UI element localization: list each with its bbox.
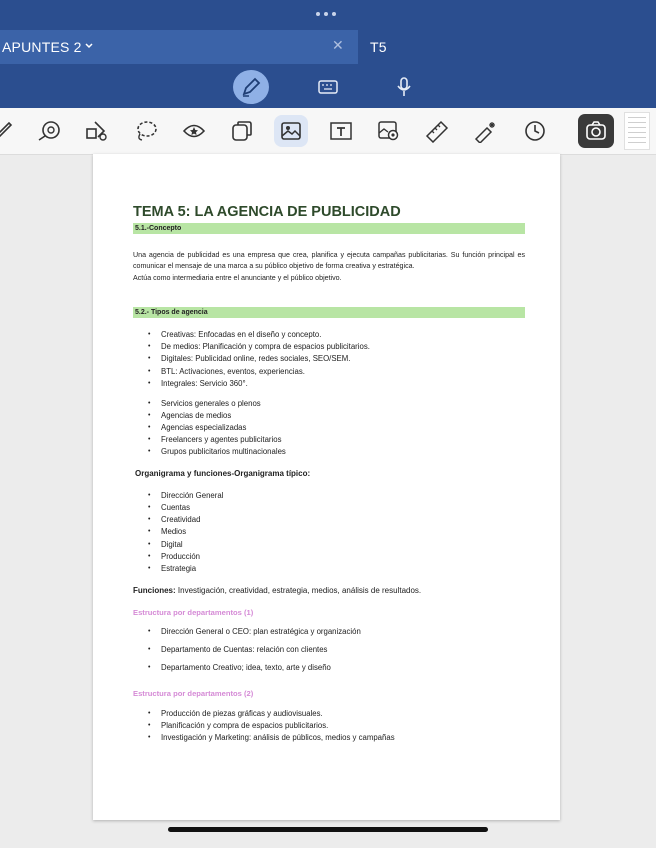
tab-t5[interactable] [358,30,656,64]
list-item: • Creativas: Enfocadas en el diseño y concepto. [161,329,525,341]
departments-heading-1: Estructura por departamentos (1) [133,607,254,617]
page-thumbnail[interactable] [624,112,650,150]
list-item: • Creatividad [161,514,525,526]
tools-toolbar [0,108,656,155]
concept-paragraph-2: Actúa como intermediaria entre el anunciante y el público objetivo. [133,273,342,282]
list-item: • Agencias de medios [161,410,525,422]
list-item: • Producción [161,551,525,563]
title-bar [0,0,656,108]
lasso-icon[interactable] [131,116,161,146]
list-item: • De medios: Planificación y compra de espacios publicitarios. [161,341,525,353]
list-item: • BTL: Activaciones, eventos, experiencias. [161,366,525,378]
departments-list-2 [133,708,525,744]
functions-line [133,586,525,595]
lasso-zoom-icon[interactable] [34,116,64,146]
section-heading-tipos: 5.2.- Tipos de agencia [133,307,525,318]
list-item: • Dirección General o CEO: plan estratégica y organización [161,623,525,641]
list-item: • Servicios generales o plenos [161,398,525,410]
agency-types-list [133,329,525,389]
list-item: • Estrategia [161,563,525,575]
pen-tool-icon[interactable] [0,116,18,146]
clock-icon[interactable] [520,116,550,146]
tab-bar [0,30,656,64]
organigrama-list [133,490,525,575]
document-content [133,204,525,744]
ruler-icon[interactable] [422,116,452,146]
functions-text: Investigación, creatividad, estrategia, medios, análisis de resultados. [175,585,422,595]
functions-label: Funciones: [133,585,176,595]
camera-image-icon[interactable] [374,116,404,146]
laser-pointer-icon[interactable] [471,116,501,146]
list-item: • Integrales: Servicio 360°. [161,378,525,390]
organigrama-heading: Organigrama y funciones-Organigrama típico: [135,469,311,479]
chevron-down-icon[interactable] [84,36,94,56]
list-item: • Investigación y Marketing: análisis de públicos, medios y campañas [161,732,525,744]
tab-apuntes-2[interactable] [0,30,358,64]
home-indicator[interactable] [168,827,488,832]
section-heading-concepto: 5.1.-Concepto [133,223,525,234]
list-item: • Planificación y compra de espacios publicitarios. [161,720,525,732]
list-item: • Departamento Creativo; idea, texto, arte y diseño [161,659,525,677]
close-tab-icon[interactable]: ✕ [332,37,344,53]
text-box-icon[interactable] [326,116,356,146]
sticker-icon[interactable] [179,116,209,146]
document-title: TEMA 5: LA AGENCIA DE PUBLICIDAD [133,204,401,220]
list-item: • Departamento de Cuentas: relación con clientes [161,641,525,659]
departments-heading-2: Estructura por departamentos (2) [133,688,254,698]
list-item: • Grupos publicitarios multinacionales [161,446,525,458]
list-item: • Agencias especializadas [161,422,525,434]
departments-list-1 [133,623,525,677]
input-mode-bar [0,64,656,108]
document-page[interactable] [93,154,560,820]
list-item: • Digital [161,539,525,551]
multitask-dots-icon[interactable] [316,12,336,16]
camera-icon[interactable] [578,114,614,148]
microphone-icon[interactable] [386,70,422,104]
list-item: • Cuentas [161,502,525,514]
list-item: • Medios [161,526,525,538]
tab-label: APUNTES 2 [2,39,82,55]
image-icon[interactable] [274,115,308,147]
concept-paragraph: Una agencia de publicidad es una empresa que crea, planifica y ejecuta campañas publicitarias. Su función principal es comunicar el mensaje de una marca a su público objetivo de forma creativa y estratégica. [133,251,525,271]
keyboard-icon[interactable] [310,70,346,104]
list-item: • Digitales: Publicidad online, redes sociales, SEO/SEM. [161,353,525,365]
list-item: • Dirección General [161,490,525,502]
shapes-icon[interactable] [82,116,112,146]
pencil-icon[interactable] [233,70,269,104]
elements-icon[interactable] [227,116,257,146]
list-item: • Producción de piezas gráficas y audiovisuales. [161,708,525,720]
tab-label: T5 [370,39,387,55]
agency-categories-list [133,398,525,458]
list-item: • Freelancers y agentes publicitarios [161,434,525,446]
